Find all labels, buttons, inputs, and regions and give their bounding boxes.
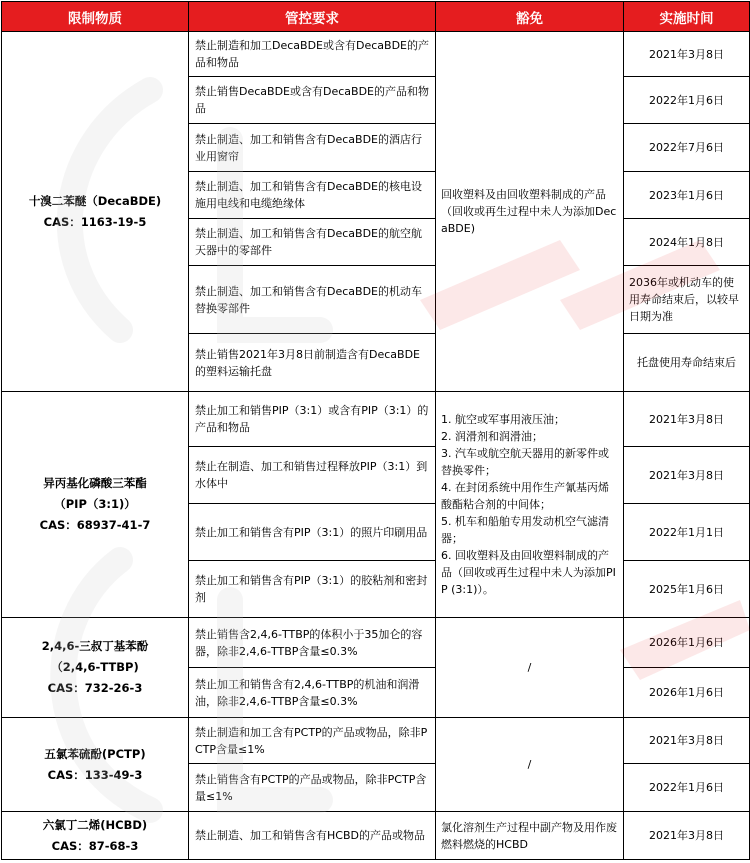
date-cell: 2024年1月8日 (624, 219, 750, 266)
date-cell: 2021年3月8日 (624, 718, 750, 764)
date-cell: 2026年1月6日 (624, 668, 750, 718)
requirement-cell: 禁止加工和销售含有2,4,6-TTBP的机油和润滑油，除非2,4,6-TTBP含量≤0.3% (189, 668, 436, 718)
requirement-cell: 禁止销售含有PCTP的产品或物品，除非PCTP含量≤1% (189, 764, 436, 812)
date-cell: 2022年1月6日 (624, 764, 750, 812)
table-row (2, 812, 750, 860)
substance-cell: 2,4,6-三叔丁基苯酚 （2,4,6-TTBP) CAS：732-26-3 (2, 618, 189, 718)
date-cell: 托盘使用寿命结束后 (624, 334, 750, 392)
header-row (2, 2, 750, 32)
requirement-cell: 禁止制造、加工和销售含有DecaBDE的酒店行业用窗帘 (189, 124, 436, 172)
date-cell: 2021年3月8日 (624, 447, 750, 504)
requirement-cell: 禁止销售DecaBDE或含有DecaBDE的产品和物品 (189, 77, 436, 124)
date-cell: 2025年1月6日 (624, 561, 750, 618)
date-cell: 2021年3月8日 (624, 32, 750, 77)
regulation-table (1, 1, 750, 860)
date-cell: 2036年或机动车的使用寿命结束后，以较早日期为准 (624, 266, 750, 334)
header-substance: 限制物质 (2, 2, 189, 32)
date-cell: 2022年1月1日 (624, 504, 750, 561)
date-cell: 2023年1月6日 (624, 172, 750, 219)
table-row (2, 618, 750, 668)
table-row (2, 32, 750, 77)
table-row (2, 392, 750, 447)
requirement-cell: 禁止制造和加工DecaBDE或含有DecaBDE的产品和物品 (189, 32, 436, 77)
requirement-cell: 禁止制造和加工含有PCTP的产品或物品，除非PCTP含量≤1% (189, 718, 436, 764)
requirement-cell: 禁止在制造、加工和销售过程释放PIP（3:1）到水体中 (189, 447, 436, 504)
substance-cell: 六氯丁二烯(HCBD) CAS：87-68-3 (2, 812, 189, 860)
requirement-cell: 禁止制造、加工和销售含有DecaBDE的核电设施用电线和电缆绝缘体 (189, 172, 436, 219)
date-cell: 2022年7月6日 (624, 124, 750, 172)
requirement-cell: 禁止销售2021年3月8日前制造含有DecaBDE的塑料运输托盘 (189, 334, 436, 392)
substance-cell: 异丙基化磷酸三苯酯 （PIP（3:1)） CAS：68937-41-7 (2, 392, 189, 618)
requirement-cell: 禁止制造、加工和销售含有DecaBDE的航空航天器中的零部件 (189, 219, 436, 266)
requirement-cell: 禁止制造、加工和销售含有DecaBDE的机动车替换零部件 (189, 266, 436, 334)
requirement-cell: 禁止加工和销售PIP（3:1）或含有PIP（3:1）的产品和物品 (189, 392, 436, 447)
exemption-cell: 氯化溶剂生产过程中副产物及用作废燃料燃烧的HCBD (436, 812, 624, 860)
header-exemption: 豁免 (436, 2, 624, 32)
exemption-cell: 回收塑料及由回收塑料制成的产品（回收或再生过程中未人为添加DecaBDE) (436, 32, 624, 392)
requirement-cell: 禁止销售含2,4,6-TTBP的体积小于35加仑的容器，除非2,4,6-TTBP含量≤0.3% (189, 618, 436, 668)
date-cell: 2021年3月8日 (624, 812, 750, 860)
requirement-cell: 禁止加工和销售含有PIP（3:1）的照片印刷用品 (189, 504, 436, 561)
date-cell: 2022年1月6日 (624, 77, 750, 124)
exemption-cell: / (436, 618, 624, 718)
requirement-cell: 禁止加工和销售含有PIP（3:1）的胶粘剂和密封剂 (189, 561, 436, 618)
substance-cell: 五氯苯硫酚(PCTP) CAS：133-49-3 (2, 718, 189, 812)
date-cell: 2021年3月8日 (624, 392, 750, 447)
exemption-cell: 1. 航空或军事用液压油； 2. 润滑剂和润滑油； 3. 汽车或航空航天器用的新零件或替换零件； 4. 在封闭系统中用作生产氰基丙烯酸酯粘合剂的中间体； 5. 机车和船舶专用发动机空气滤清器； 6. 回收塑料及由回收塑料制成的产品（回收或再生过程中未人为添加PIP (3:1)）。 (436, 392, 624, 618)
table-row (2, 718, 750, 764)
requirement-cell: 禁止制造、加工和销售含有HCBD的产品或物品 (189, 812, 436, 860)
header-date: 实施时间 (624, 2, 750, 32)
exemption-cell: / (436, 718, 624, 812)
date-cell: 2026年1月6日 (624, 618, 750, 668)
header-requirement: 管控要求 (189, 2, 436, 32)
substance-cell: 十溴二苯醚（DecaBDE) CAS：1163-19-5 (2, 32, 189, 392)
